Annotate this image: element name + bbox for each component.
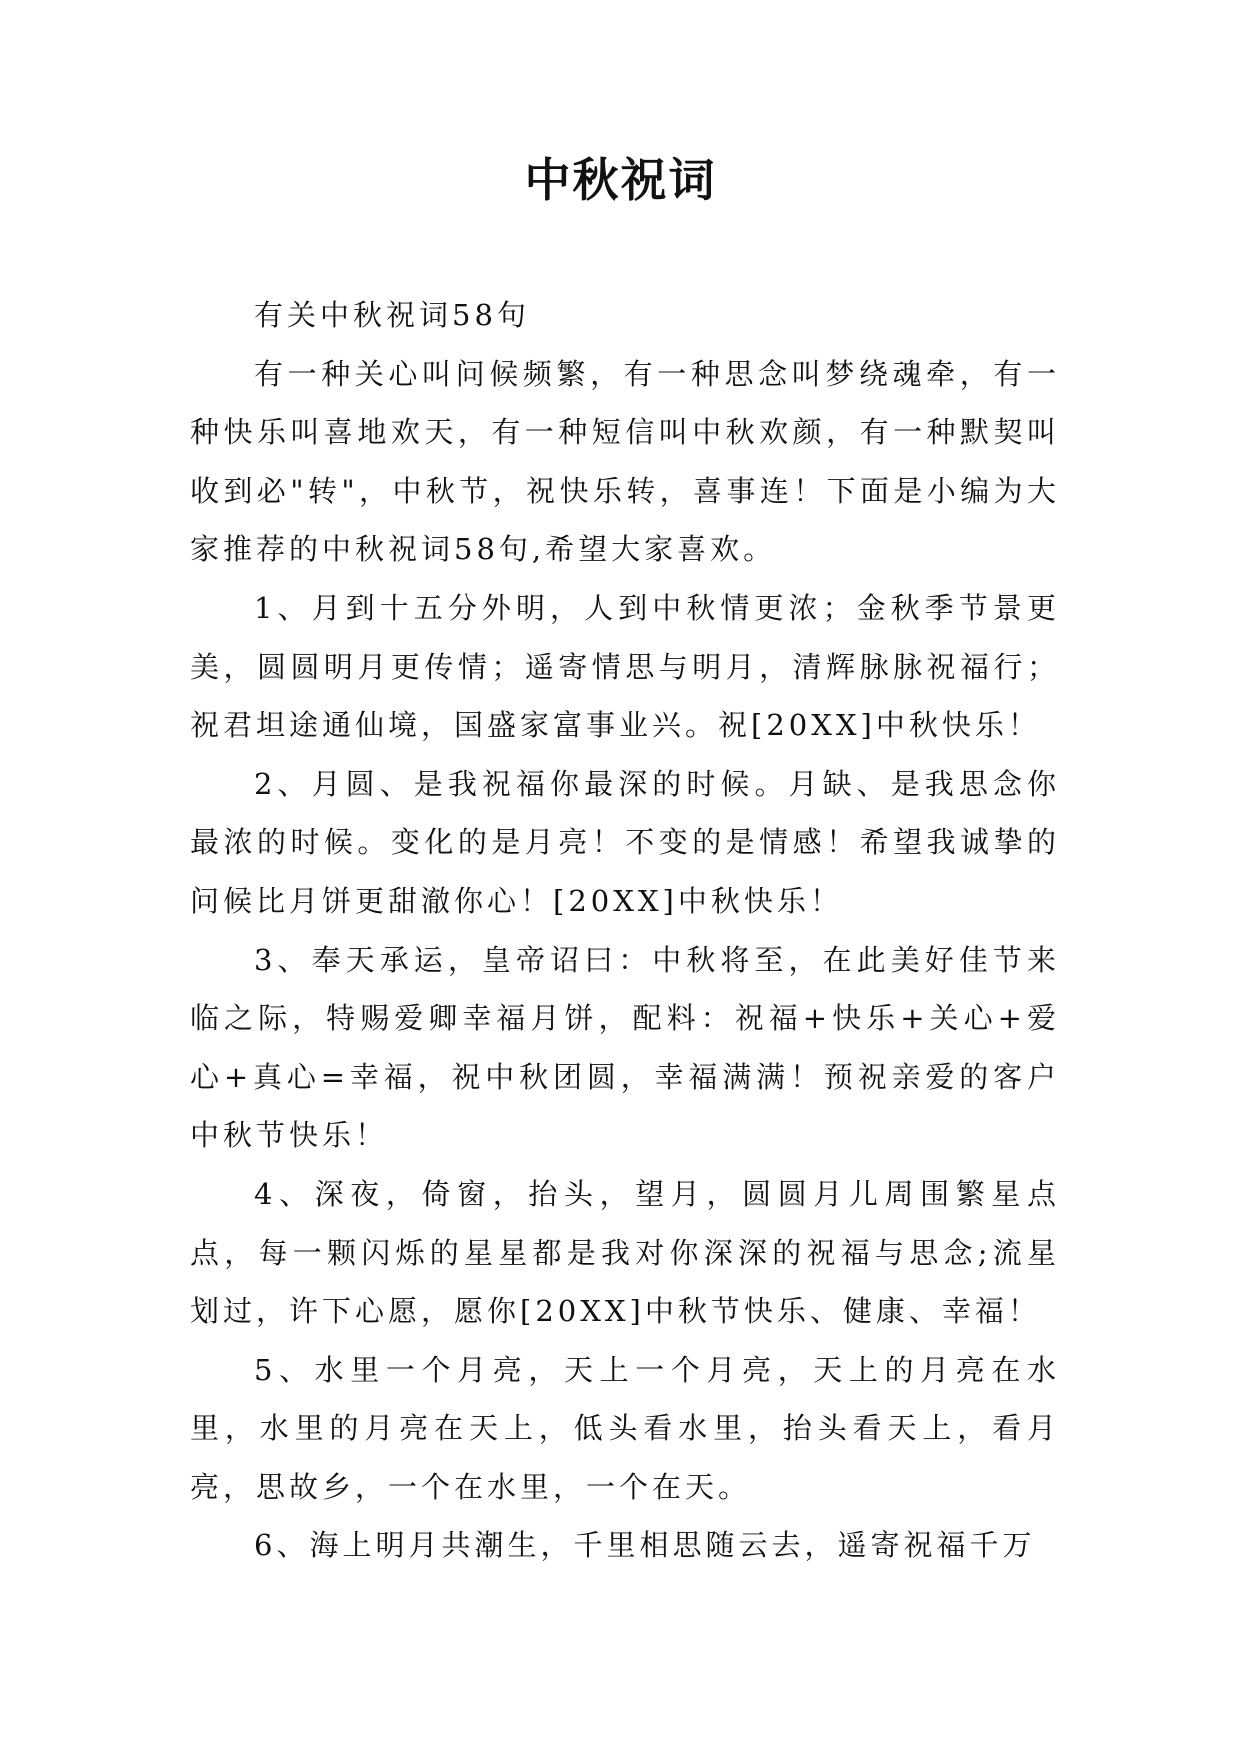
document-body <box>190 286 1060 1575</box>
wish-paragraph-4: 4、深夜，倚窗，抬头，望月，圆圆月儿周围繁星点点，每一颗闪烁的星星都是我对你深深的祝福与思念;流星划过，许下心愿，愿你[20XX]中秋节快乐、健康、幸福！ <box>190 1176 1060 1329</box>
wish-paragraph-6: 6、海上明月共潮生，千里相思随云去，遥寄祝福千万 <box>254 1528 1036 1563</box>
document-title: 中秋祝词 <box>524 153 717 207</box>
wish-paragraph-1: 1、月到十五分外明，人到中秋情更浓；金秋季节景更美，圆圆明月更传情；遥寄情思与明月，清辉脉脉祝福行；祝君坦途通仙境，国盛家富事业兴。祝[20XX]中秋快乐！ <box>190 590 1060 743</box>
wish-paragraph-3: 3、奉天承运，皇帝诏曰：中秋将至，在此美好佳节来临之际，特赐爱卿幸福月饼，配料：祝福+快乐+关心+爱心+真心=幸福，祝中秋团圆，幸福满满！预祝亲爱的客户中秋节快乐！ <box>190 942 1060 1153</box>
document-subtitle: 有关中秋祝词58句 <box>254 298 530 332</box>
wish-paragraph-5: 5、水里一个月亮，天上一个月亮，天上的月亮在水里，水里的月亮在天上，低头看水里，抬头看天上，看月亮，思故乡，一个在水里，一个在天。 <box>190 1352 1060 1504</box>
intro-paragraph: 有一种关心叫问候频繁，有一种思念叫梦绕魂牵，有一种快乐叫喜地欢天，有一种短信叫中秋欢颜，有一种默契叫收到必"转"，中秋节，祝快乐转，喜事连！下面是小编为大家推荐的中秋祝词58句,希望大家喜欢。 <box>190 356 1060 567</box>
wish-paragraph-2: 2、月圆、是我祝福你最深的时候。月缺、是我思念你最浓的时候。变化的是月亮！不变的是情感！希望我诚挚的问候比月饼更甜澈你心！[20XX]中秋快乐！ <box>190 766 1060 918</box>
